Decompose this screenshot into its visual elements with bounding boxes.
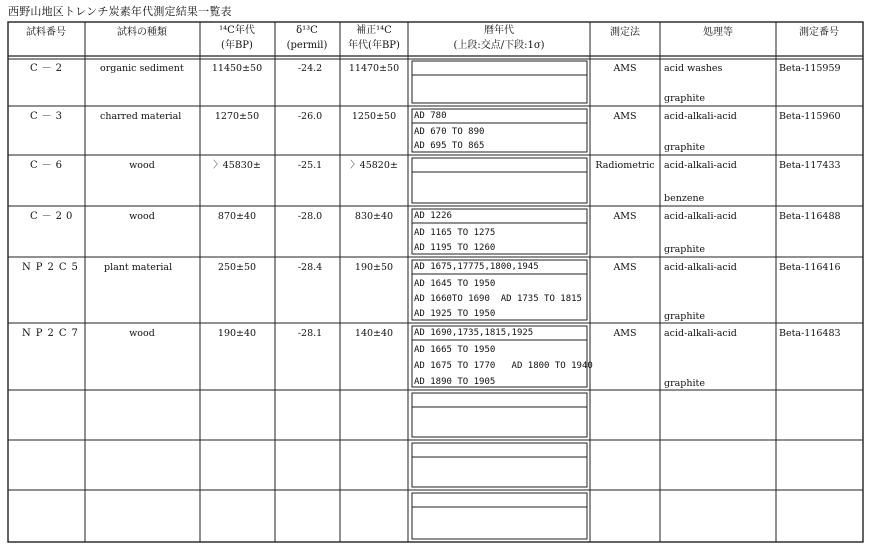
- sample-type: wood: [129, 160, 155, 171]
- calendar-range: AD 1665 TO 1950: [414, 345, 496, 355]
- lab-no: Beta-115960: [779, 111, 841, 122]
- lab-no: Beta-116483: [779, 328, 841, 339]
- treatment: acid-alkali-acid: [664, 328, 737, 339]
- delta13c: -28.0: [297, 211, 323, 222]
- corrected-age: 140±40: [354, 328, 394, 339]
- header-lab-no: 測定番号: [799, 27, 839, 38]
- sample-type: wood: [129, 211, 155, 222]
- calendar-intercept: AD 780: [414, 111, 447, 121]
- c14-age: 1270±50: [214, 111, 260, 122]
- calendar-range: AD 1645 TO 1950: [414, 279, 496, 289]
- header-sample-type: 試料の種類: [117, 27, 167, 38]
- sample-no: C－6: [30, 160, 67, 171]
- calendar-range: AD 1165 TO 1275: [414, 228, 496, 238]
- header-delta13c: δ¹³C: [296, 25, 318, 36]
- corrected-age: 〉45820±: [350, 160, 398, 171]
- calendar-intercept: AD 1675,17775,1800,1945: [414, 262, 539, 272]
- method: Radiometric: [595, 160, 655, 171]
- lab-no: Beta-117433: [779, 160, 841, 171]
- header-calendar-age-note: (上段:交点/下段:1σ): [453, 40, 545, 51]
- lab-no: Beta-116416: [779, 262, 841, 273]
- lab-no: Beta-115959: [779, 63, 841, 74]
- treatment-target: graphite: [664, 244, 705, 255]
- corrected-age: 830±40: [354, 211, 394, 222]
- treatment: acid-alkali-acid: [664, 111, 737, 122]
- header-method: 測定法: [610, 27, 640, 38]
- treatment-target: benzene: [664, 193, 705, 204]
- c14-age: 870±40: [217, 211, 257, 222]
- c14-age: 11450±50: [211, 63, 263, 74]
- calendar-range: AD 1195 TO 1260: [414, 243, 496, 253]
- calendar-range: AD 695 TO 865: [414, 141, 485, 151]
- header-sample-no: 試料番号: [26, 27, 66, 38]
- treatment: acid-alkali-acid: [664, 211, 737, 222]
- lab-no: Beta-116488: [779, 211, 841, 222]
- header-c14-age-unit: (年BP): [221, 40, 253, 51]
- header-delta13c-unit: (permil): [286, 40, 328, 51]
- sample-no: C－2: [30, 63, 67, 74]
- treatment-target: graphite: [664, 311, 705, 322]
- sample-type: organic sediment: [100, 63, 184, 74]
- sample-type: plant material: [104, 262, 173, 273]
- calendar-range: AD 1675 TO 1770 AD 1800 TO 1940: [414, 361, 593, 371]
- c14-age: 190±40: [217, 328, 257, 339]
- sample-type: charred material: [100, 111, 182, 122]
- delta13c: -28.1: [297, 328, 323, 339]
- delta13c: -28.4: [297, 262, 323, 273]
- header-calendar-age: 暦年代: [484, 25, 514, 36]
- method: AMS: [613, 262, 637, 273]
- sample-no: NP2C5: [22, 262, 83, 273]
- treatment-target: graphite: [664, 142, 705, 153]
- calendar-range: AD 670 TO 890: [414, 127, 485, 137]
- header-corrected-age: 補正¹⁴C: [356, 25, 392, 36]
- method: AMS: [613, 111, 637, 122]
- delta13c: -25.1: [297, 160, 323, 171]
- treatment: acid-alkali-acid: [664, 262, 737, 273]
- sample-no: C－3: [30, 111, 67, 122]
- corrected-age: 1250±50: [351, 111, 397, 122]
- treatment: acid-alkali-acid: [664, 160, 737, 171]
- header-treatment: 処理等: [703, 27, 733, 38]
- calendar-intercept: AD 1226: [414, 211, 452, 221]
- treatment: acid washes: [664, 63, 723, 74]
- document-title: 西野山地区トレンチ炭素年代測定結果一覧表: [8, 5, 232, 18]
- c14-age: 250±50: [217, 262, 257, 273]
- calendar-intercept: AD 1690,1735,1815,1925: [414, 328, 534, 338]
- header-c14-age: ¹⁴C年代: [219, 25, 255, 36]
- method: AMS: [613, 211, 637, 222]
- calendar-range: AD 1925 TO 1950: [414, 309, 496, 319]
- calendar-range: AD 1660TO 1690 AD 1735 TO 1815: [414, 294, 582, 304]
- corrected-age: 190±50: [354, 262, 394, 273]
- c14-age: 〉45830±: [213, 160, 261, 171]
- sample-no: NP2C7: [22, 328, 83, 339]
- delta13c: -26.0: [297, 111, 323, 122]
- header-corrected-age-unit: 年代(年BP): [348, 40, 400, 51]
- treatment-target: graphite: [664, 378, 705, 389]
- delta13c: -24.2: [297, 63, 323, 74]
- sample-type: wood: [129, 328, 155, 339]
- method: AMS: [613, 63, 637, 74]
- calendar-range: AD 1890 TO 1905: [414, 377, 496, 387]
- corrected-age: 11470±50: [348, 63, 400, 74]
- sample-no: C－20: [30, 211, 77, 222]
- treatment-target: graphite: [664, 93, 705, 104]
- method: AMS: [613, 328, 637, 339]
